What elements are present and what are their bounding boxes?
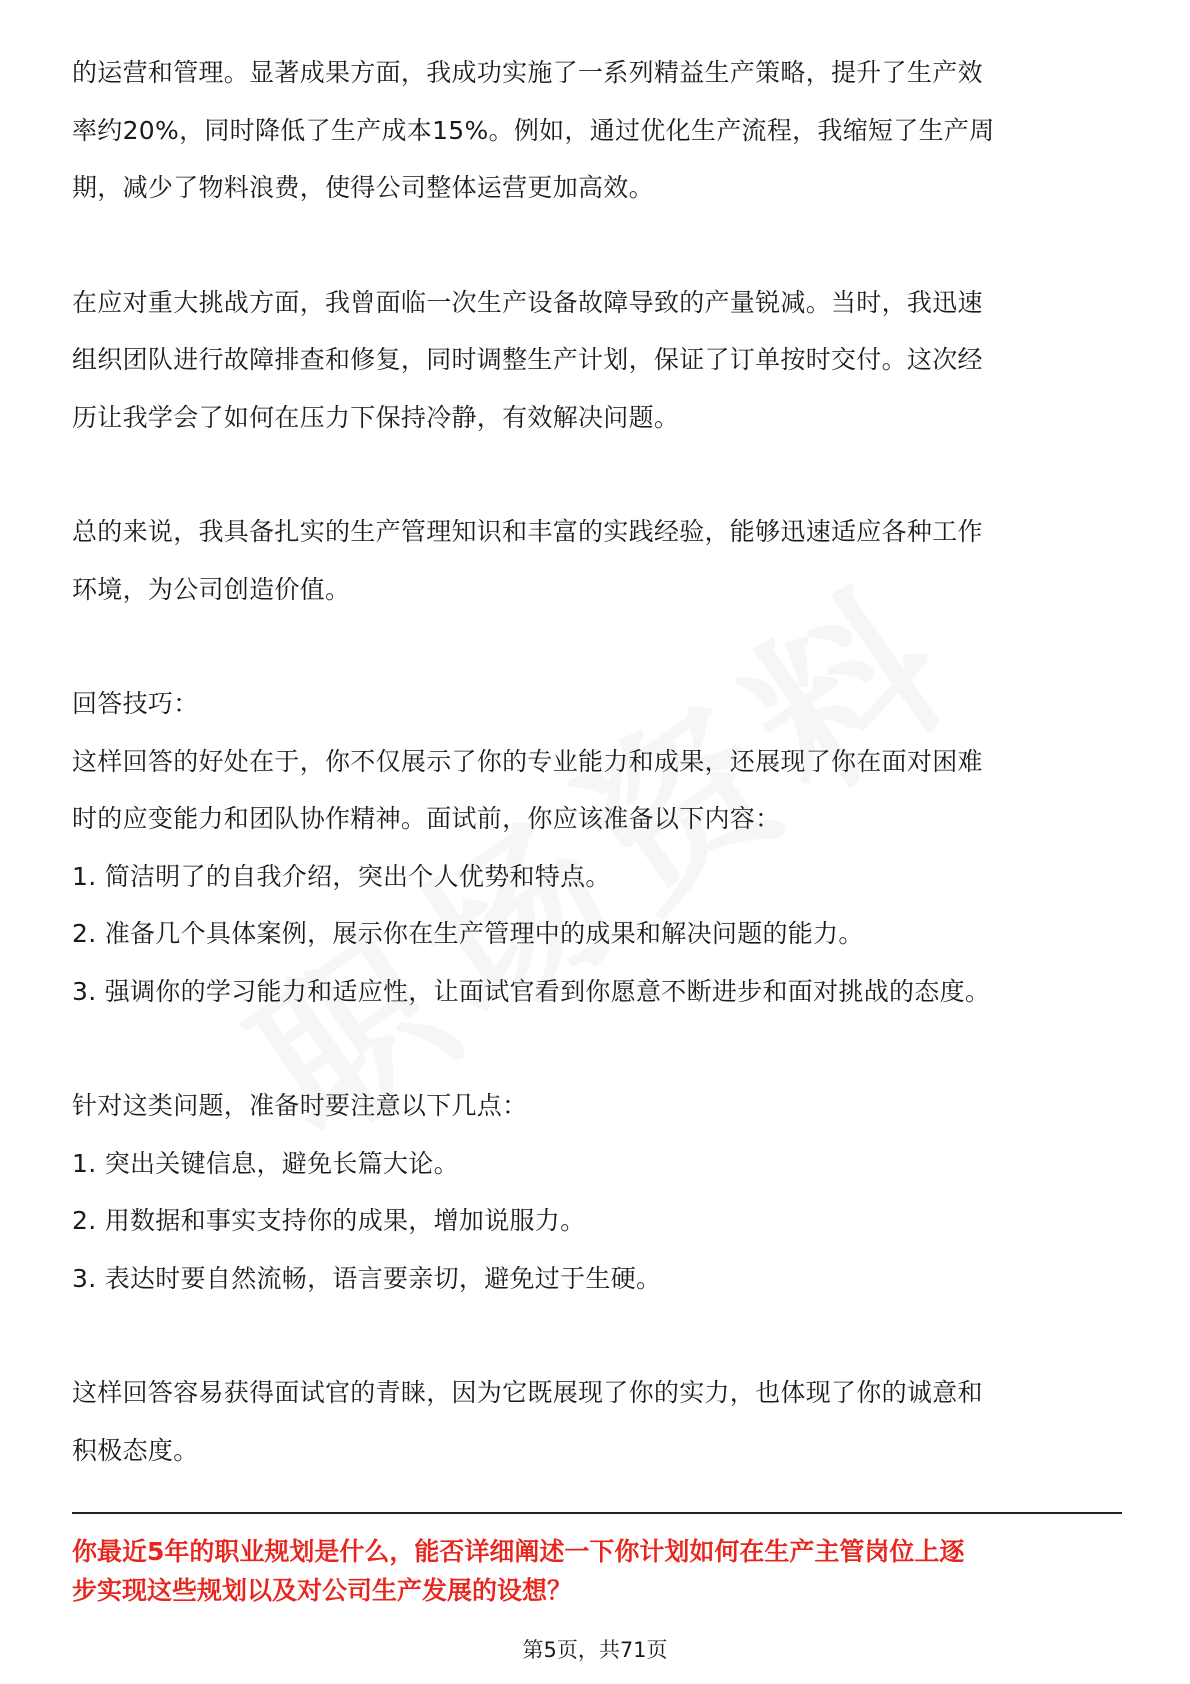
body-line: 率约20%，同时降低了生产成本15%。例如，通过优化生产流程，我缩短了生产周 [72, 115, 995, 145]
next-question [72, 1532, 1122, 1610]
page-number: 第5页，共71页 [522, 1638, 668, 1662]
body-line: 组织团队进行故障排查和修复，同时调整生产计划，保证了订单按时交付。这次经 [72, 345, 983, 374]
notes-heading: 针对这类问题，准备时要注意以下几点： [72, 1091, 528, 1120]
notes-list-item: 2. 用数据和事实支持你的成果，增加说服力。 [72, 1206, 586, 1235]
notes-list-item: 3. 表达时要自然流畅，语言要亲切，避免过于生硬。 [72, 1263, 662, 1293]
tips-list-item: 1. 简洁明了的自我介绍，突出个人优势和特点。 [72, 861, 611, 891]
body-line: 的运营和管理。显著成果方面，我成功实施了一系列精益生产策略，提升了生产效 [72, 58, 983, 87]
closing-line: 这样回答容易获得面试官的青睐，因为它既展现了你的实力，也体现了你的诚意和 [72, 1378, 983, 1407]
closing-line: 积极态度。 [72, 1435, 199, 1465]
next-question-line: 你最近5年的职业规划是什么，能否详细阐述一下你计划如何在生产主管岗位上逐 [72, 1537, 965, 1566]
tips-list-item: 3. 强调你的学习能力和适应性，让面试官看到你愿意不断进步和面对挑战的态度。 [72, 976, 991, 1006]
body-line: 在应对重大挑战方面，我曾面临一次生产设备故障导致的产量锐减。当时，我迅速 [72, 287, 983, 317]
tips-intro-line: 这样回答的好处在于，你不仅展示了你的专业能力和成果，还展现了你在面对困难 [72, 746, 983, 776]
notes-list-item: 1. 突出关键信息，避免长篇大论。 [72, 1148, 459, 1178]
tips-intro-line: 时的应变能力和团队协作精神。面试前，你应该准备以下内容： [72, 804, 781, 833]
body-line: 期，减少了物料浪费，使得公司整体运营更加高效。 [72, 173, 654, 202]
body-line: 环境，为公司创造价值。 [72, 574, 351, 604]
answer-body [72, 44, 1122, 1479]
body-line: 总的来说，我具备扎实的生产管理知识和丰富的实践经验，能够迅速适应各种工作 [72, 517, 983, 546]
tips-heading: 回答技巧： [72, 689, 199, 718]
tips-list-item: 2. 准备几个具体案例，展示你在生产管理中的成果和解决问题的能力。 [72, 919, 864, 948]
next-question-line: 步实现这些规划以及对公司生产发展的设想？ [72, 1576, 573, 1605]
body-line: 历让我学会了如何在压力下保持冷静，有效解决问题。 [72, 402, 680, 432]
section-divider [72, 1512, 1122, 1514]
